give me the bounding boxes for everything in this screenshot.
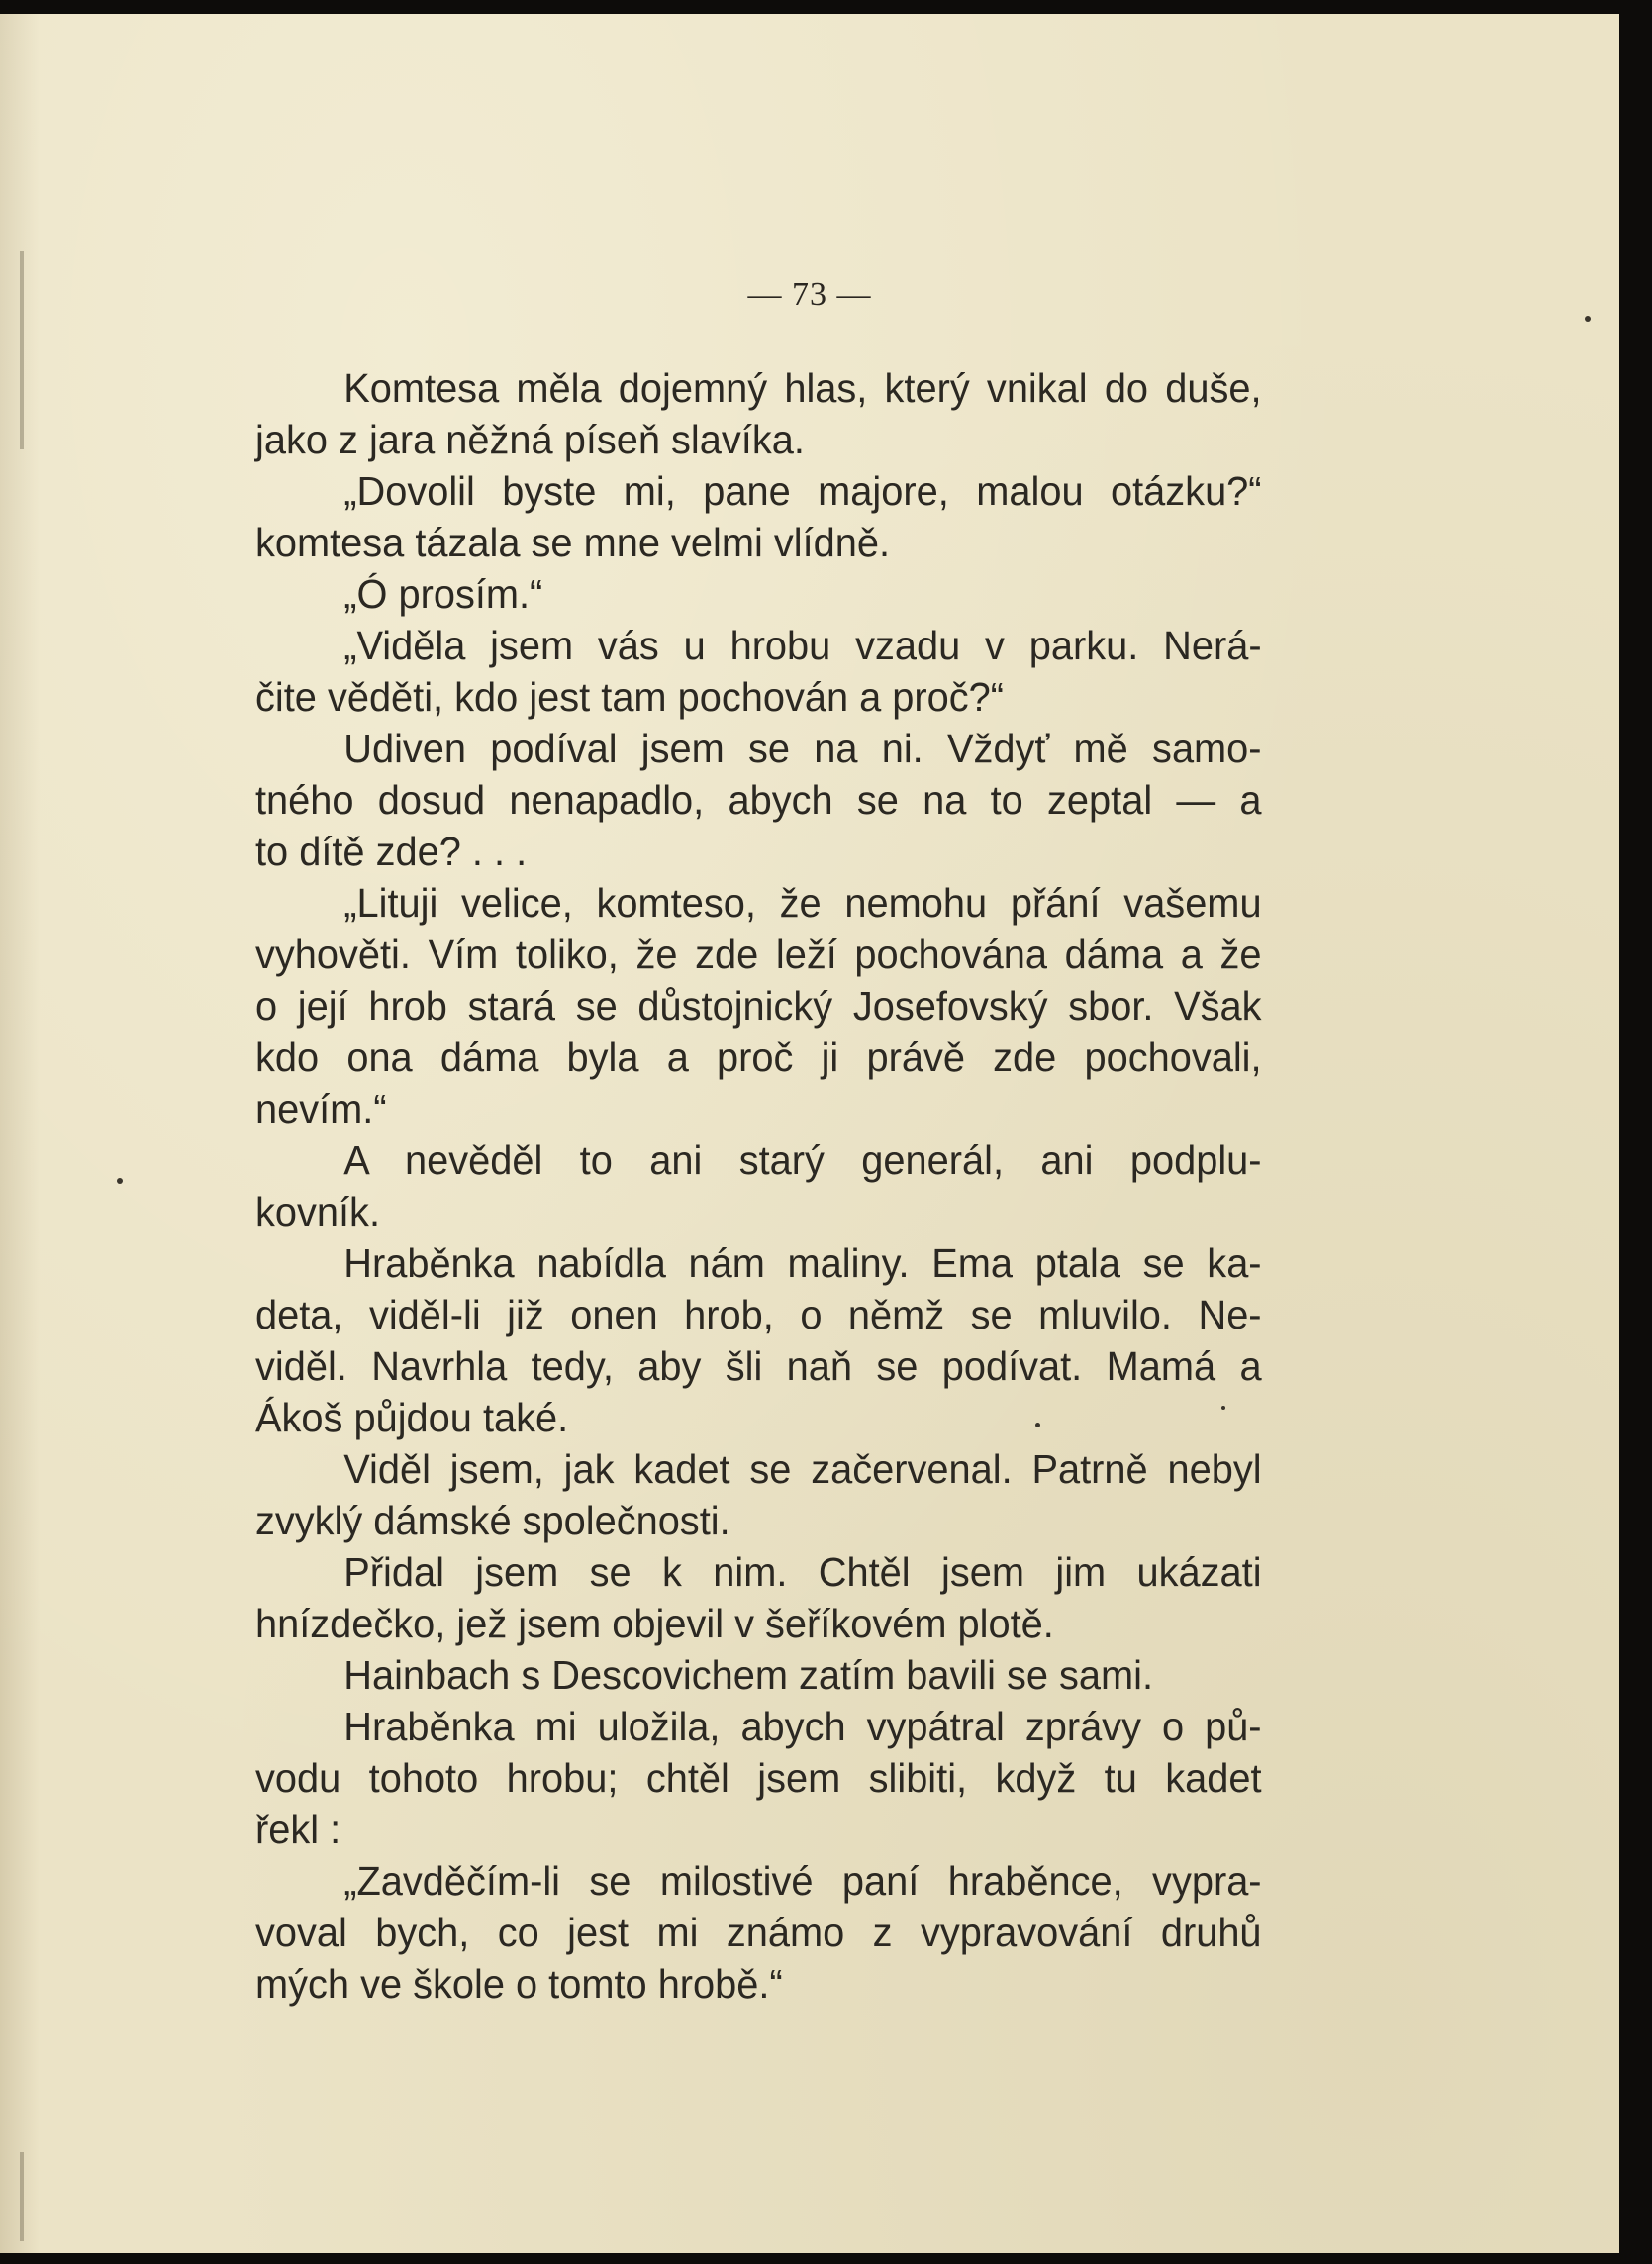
text-line: „Lituji velice, komteso, že nemohu přání vašemu bbox=[343, 880, 1262, 926]
page-number: — 73 — bbox=[747, 276, 872, 313]
text-line: Udiven podíval jsem se na ni. Vždyť mě samo- bbox=[343, 726, 1262, 771]
text-line: vodu tohoto hrobu; chtěl jsem slibiti, když tu kadet bbox=[255, 1755, 1262, 1801]
print-speck bbox=[1035, 1423, 1040, 1427]
text-line: řekl : bbox=[255, 1807, 341, 1852]
text-line: kdo ona dáma byla a proč ji právě zde pochovali, bbox=[255, 1034, 1262, 1080]
print-speck bbox=[1585, 316, 1591, 322]
text-line: A nevěděl to ani starý generál, ani podplu- bbox=[343, 1137, 1262, 1183]
text-line: „Dovolil byste mi, pane majore, malou otázku?“ bbox=[343, 468, 1262, 514]
text-line: Komtesa měla dojemný hlas, který vnikal do duše, bbox=[343, 365, 1262, 411]
text-line: voval bych, co jest mi známo z vypravování druhů bbox=[255, 1910, 1262, 1955]
text-line: Viděl jsem, jak kadet se začervenal. Patrně nebyl bbox=[343, 1446, 1262, 1492]
text-line: „Zavděčím-li se milostivé paní hraběnce, vypra- bbox=[343, 1858, 1262, 1904]
text-line: zvyklý dámské společnosti. bbox=[255, 1498, 730, 1543]
text-line: to dítě zde? . . . bbox=[255, 829, 528, 874]
text-line: Ákoš půjdou také. bbox=[255, 1395, 569, 1440]
book-page bbox=[0, 14, 1619, 2253]
text-line: mých ve škole o tomto hrobě.“ bbox=[255, 1961, 783, 2007]
print-speck bbox=[117, 1178, 123, 1184]
text-line: „Viděla jsem vás u hrobu vzadu v parku. Nerá- bbox=[343, 623, 1262, 668]
text-line: komtesa tázala se mne velmi vlídně. bbox=[255, 520, 891, 565]
text-line: Hraběnka mi uložila, abych vypátral zprávy o pů- bbox=[343, 1704, 1262, 1749]
text-line: tného dosud nenapadlo, abych se na to zeptal — a bbox=[255, 777, 1262, 823]
text-line: nevím.“ bbox=[255, 1086, 387, 1132]
text-line: deta, viděl-li již onen hrob, o němž se mluvilo. Ne- bbox=[255, 1292, 1262, 1337]
binding-gutter-mark-lower bbox=[20, 2152, 24, 2241]
print-speck bbox=[1221, 1406, 1225, 1410]
text-line: Hainbach s Descovichem zatím bavili se sami. bbox=[343, 1652, 1154, 1698]
text-line: Hraběnka nabídla nám maliny. Ema ptala se ka- bbox=[343, 1240, 1262, 1286]
text-line: jako z jara něžná píseň slavíka. bbox=[255, 417, 805, 462]
text-line: viděl. Navrhla tedy, aby šli naň se podívat. Mamá a bbox=[255, 1343, 1262, 1389]
text-line: „Ó prosím.“ bbox=[343, 571, 543, 617]
text-line: Přidal jsem se k nim. Chtěl jsem jim ukázati bbox=[343, 1549, 1262, 1595]
text-line: o její hrob stará se důstojnický Josefovský sbor. Však bbox=[255, 983, 1262, 1029]
body-text bbox=[255, 362, 1262, 2010]
text-line: kovník. bbox=[255, 1189, 380, 1234]
text-line: čite věděti, kdo jest tam pochován a proč?“ bbox=[255, 674, 1005, 720]
text-line: hnízdečko, jež jsem objevil v šeříkovém plotě. bbox=[255, 1601, 1054, 1646]
text-line: vyhověti. Vím toliko, že zde leží pochována dáma a že bbox=[255, 932, 1262, 977]
